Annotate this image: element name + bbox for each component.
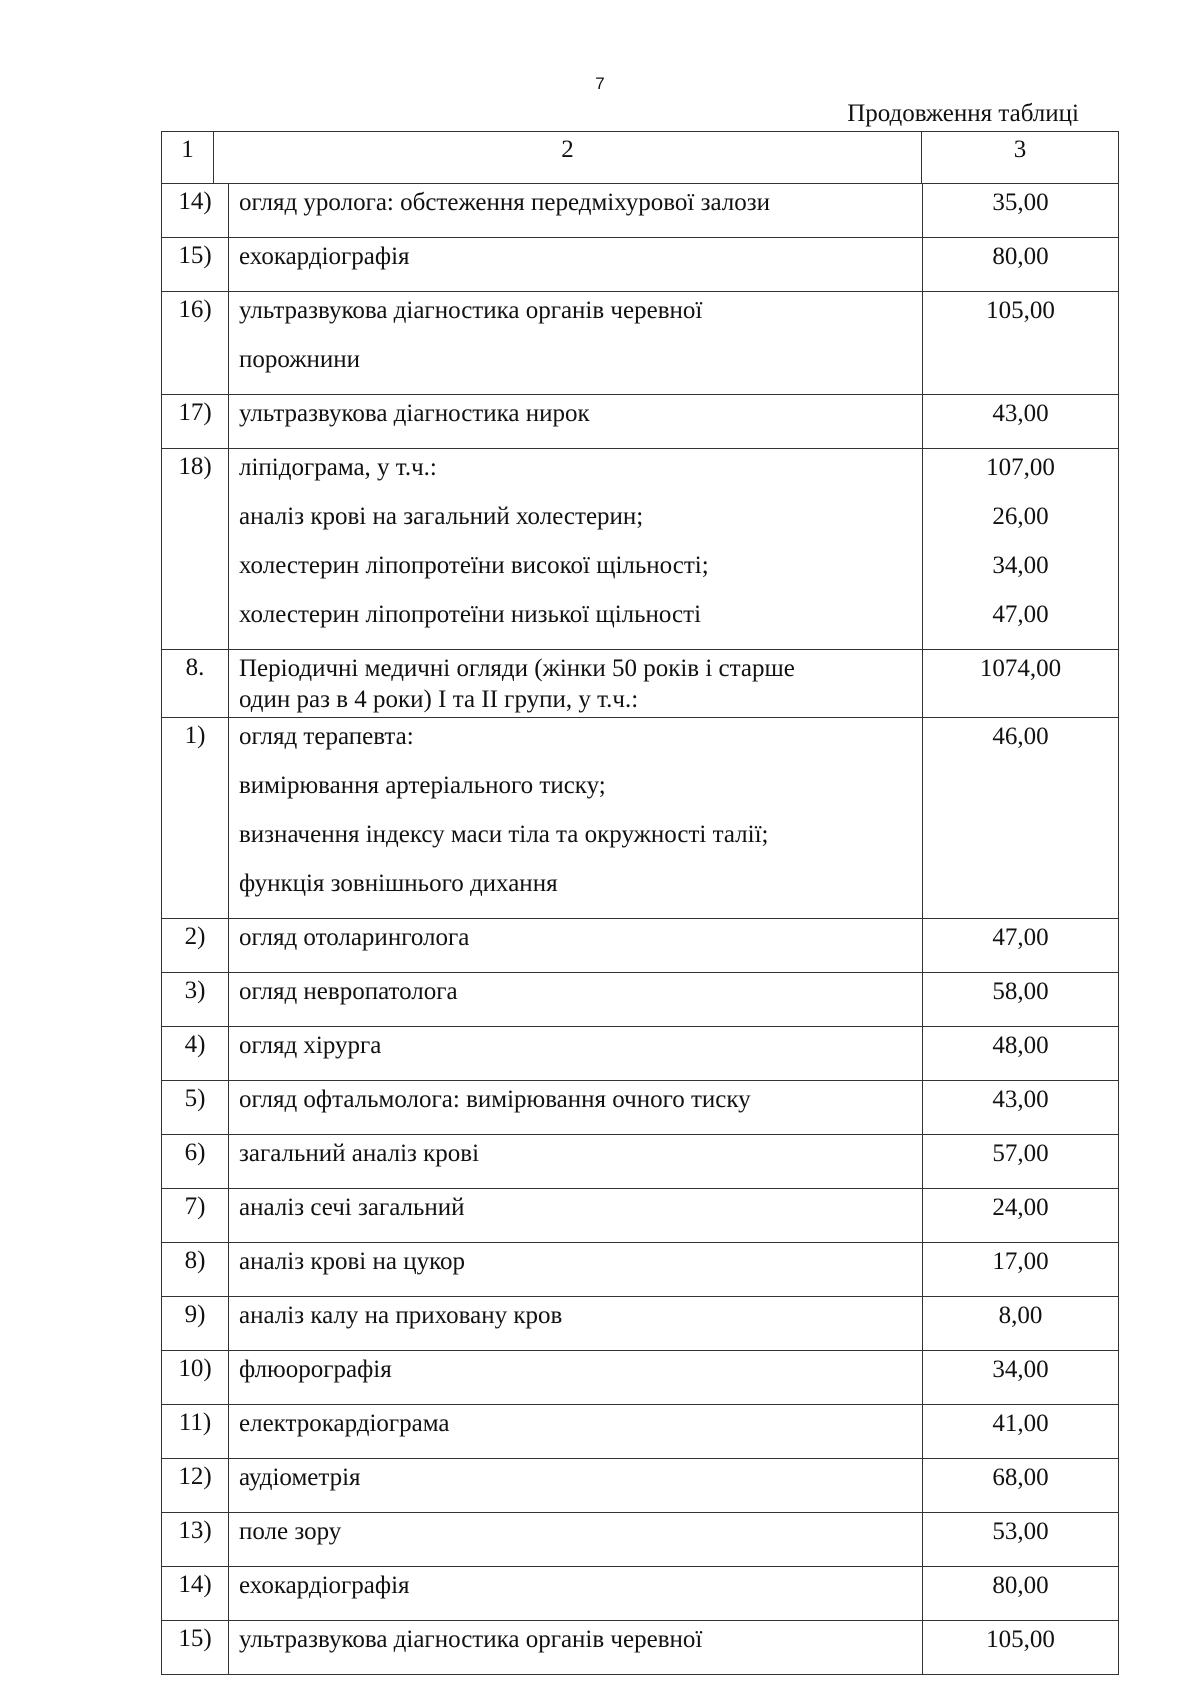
price-line (923, 820, 1118, 869)
row-number: 12) (162, 1459, 229, 1513)
price-line: 41,00 (992, 1410, 1049, 1437)
price-line: 43,00 (992, 1086, 1049, 1113)
table-row (162, 1027, 1119, 1081)
service-description (229, 650, 923, 718)
description-line: аналіз крові на цукор (239, 1248, 465, 1275)
header-row (162, 132, 1119, 184)
service-price (923, 292, 1119, 395)
table-row (162, 1243, 1119, 1297)
description-line: ехокардіографія (239, 243, 410, 270)
description-line: вимірювання артеріального тиску; (239, 772, 606, 799)
service-description (229, 1189, 923, 1243)
service-description (229, 1135, 923, 1189)
price-line: 34,00 (992, 552, 1049, 579)
service-price (923, 1513, 1119, 1567)
service-price (923, 973, 1119, 1027)
service-price (923, 238, 1119, 292)
table-row (162, 292, 1119, 395)
price-line (923, 345, 1118, 394)
table-row (162, 1567, 1119, 1621)
table-row (162, 1297, 1119, 1351)
service-description (229, 1459, 923, 1513)
description-line: аналіз калу на приховану кров (239, 1302, 563, 1329)
price-line: 34,00 (992, 1356, 1049, 1383)
description-line: ліпідограма, у т.ч.: (239, 454, 437, 481)
price-line: 53,00 (992, 1518, 1049, 1545)
price-line: 24,00 (992, 1194, 1049, 1221)
price-line: 46,00 (992, 723, 1049, 750)
service-description (229, 1621, 923, 1675)
service-description (229, 1081, 923, 1135)
table-row (162, 1081, 1119, 1135)
description-line: один раз в 4 роки) І та ІІ групи, у т.ч.: (239, 686, 639, 713)
description-line: флюорографія (239, 1356, 392, 1383)
description-line: поле зору (239, 1518, 342, 1545)
service-price (923, 184, 1119, 238)
table-row (162, 238, 1119, 292)
price-table-body (162, 184, 1119, 1675)
price-line: 105,00 (986, 1626, 1055, 1653)
service-description (229, 1027, 923, 1081)
row-number: 8. (162, 650, 229, 718)
service-price (923, 1567, 1119, 1621)
table-row (162, 1513, 1119, 1567)
price-line: 26,00 (992, 503, 1049, 530)
row-number: 17) (162, 395, 229, 449)
header-col-2: 2 (214, 132, 922, 184)
service-price (923, 1405, 1119, 1459)
price-line: 8,00 (998, 1302, 1043, 1329)
service-price (923, 1081, 1119, 1135)
description-line: ехокардіографія (239, 1572, 410, 1599)
service-description (229, 1297, 923, 1351)
service-price (923, 919, 1119, 973)
header-col-1: 1 (162, 132, 214, 184)
price-line: 80,00 (992, 1572, 1049, 1599)
row-number: 15) (162, 1621, 229, 1675)
service-description (229, 238, 923, 292)
price-line (923, 869, 1118, 918)
table-row (162, 1621, 1119, 1675)
table-header (161, 131, 1119, 184)
table-row (162, 1135, 1119, 1189)
row-number: 14) (162, 184, 229, 238)
row-number: 10) (162, 1351, 229, 1405)
description-line: огляд уролога: обстеження передміхурової залози (239, 189, 771, 216)
service-description (229, 1351, 923, 1405)
price-line: 47,00 (992, 924, 1049, 951)
price-line: 1074,00 (979, 655, 1062, 682)
table-row (162, 718, 1119, 919)
row-number: 18) (162, 449, 229, 650)
service-price (923, 1351, 1119, 1405)
row-number: 14) (162, 1567, 229, 1621)
table-row (162, 919, 1119, 973)
table-row (162, 973, 1119, 1027)
row-number: 9) (162, 1297, 229, 1351)
description-line: огляд офтальмолога: вимірювання очного тиску (239, 1086, 751, 1113)
price-line (923, 685, 1118, 717)
service-price (923, 1459, 1119, 1513)
service-price (923, 718, 1119, 919)
service-description (229, 1243, 923, 1297)
table-row (162, 1405, 1119, 1459)
row-number: 6) (162, 1135, 229, 1189)
price-table (161, 183, 1119, 1675)
service-price (923, 1297, 1119, 1351)
description-line: ультразвукова діагностика нирок (239, 400, 590, 427)
service-price (923, 650, 1119, 718)
price-line: 47,00 (992, 601, 1049, 628)
price-line (923, 771, 1118, 820)
table-row (162, 1351, 1119, 1405)
service-description (229, 1405, 923, 1459)
description-line: холестерин ліпопротеїни низької щільності (239, 601, 702, 628)
service-description (229, 919, 923, 973)
service-description (229, 184, 923, 238)
service-description (229, 395, 923, 449)
row-number: 15) (162, 238, 229, 292)
service-price (923, 449, 1119, 650)
row-number: 11) (162, 1405, 229, 1459)
description-line: визначення індексу маси тіла та окружності талії; (239, 821, 769, 848)
description-line: огляд отоларинголога (239, 924, 470, 951)
table-row (162, 1189, 1119, 1243)
description-line: огляд невропатолога (239, 978, 458, 1005)
description-line: аналіз сечі загальний (239, 1194, 465, 1221)
description-line: електрокардіограма (239, 1410, 450, 1437)
service-price (923, 1189, 1119, 1243)
service-description (229, 718, 923, 919)
description-line: ультразвукова діагностика органів черевної (239, 297, 703, 324)
price-line: 48,00 (992, 1032, 1049, 1059)
price-line: 68,00 (992, 1464, 1049, 1491)
row-number: 3) (162, 973, 229, 1027)
service-description (229, 973, 923, 1027)
description-line: аудіометрія (239, 1464, 361, 1491)
description-line: Періодичні медичні огляди (жінки 50 років і старше (239, 655, 795, 682)
service-price (923, 1621, 1119, 1675)
description-line: ультразвукова діагностика органів черевної (239, 1626, 703, 1653)
service-description (229, 1513, 923, 1567)
description-line: функція зовнішнього дихання (239, 870, 558, 897)
price-line: 80,00 (992, 243, 1049, 270)
row-number: 7) (162, 1189, 229, 1243)
price-line: 35,00 (992, 189, 1049, 216)
price-line: 43,00 (992, 400, 1049, 427)
price-line: 105,00 (986, 297, 1055, 324)
table-row (162, 395, 1119, 449)
row-number: 8) (162, 1243, 229, 1297)
service-description (229, 292, 923, 395)
table-row (162, 1459, 1119, 1513)
price-line: 17,00 (992, 1248, 1049, 1275)
description-line: огляд хірурга (239, 1032, 382, 1059)
price-line: 107,00 (986, 454, 1055, 481)
row-number: 2) (162, 919, 229, 973)
service-description (229, 449, 923, 650)
header-col-3: 3 (922, 132, 1119, 184)
row-number: 13) (162, 1513, 229, 1567)
page-number: 7 (595, 74, 605, 93)
table-row (162, 650, 1119, 718)
row-number: 5) (162, 1081, 229, 1135)
table-row (162, 184, 1119, 238)
description-line: холестерин ліпопротеїни високої щільності; (239, 552, 709, 579)
service-description (229, 1567, 923, 1621)
service-price (923, 1135, 1119, 1189)
description-line: загальний аналіз крові (239, 1140, 480, 1167)
row-number: 4) (162, 1027, 229, 1081)
description-line: порожнини (239, 346, 361, 373)
price-line: 58,00 (992, 978, 1049, 1005)
row-number: 1) (162, 718, 229, 919)
description-line: огляд терапевта: (239, 723, 414, 750)
service-price (923, 395, 1119, 449)
description-line: аналіз крові на загальний холестерин; (239, 503, 644, 530)
row-number: 16) (162, 292, 229, 395)
service-price (923, 1027, 1119, 1081)
table-continuation-label: Продовження таблиці (847, 100, 1079, 127)
service-price (923, 1243, 1119, 1297)
price-line: 57,00 (992, 1140, 1049, 1167)
table-row (162, 449, 1119, 650)
